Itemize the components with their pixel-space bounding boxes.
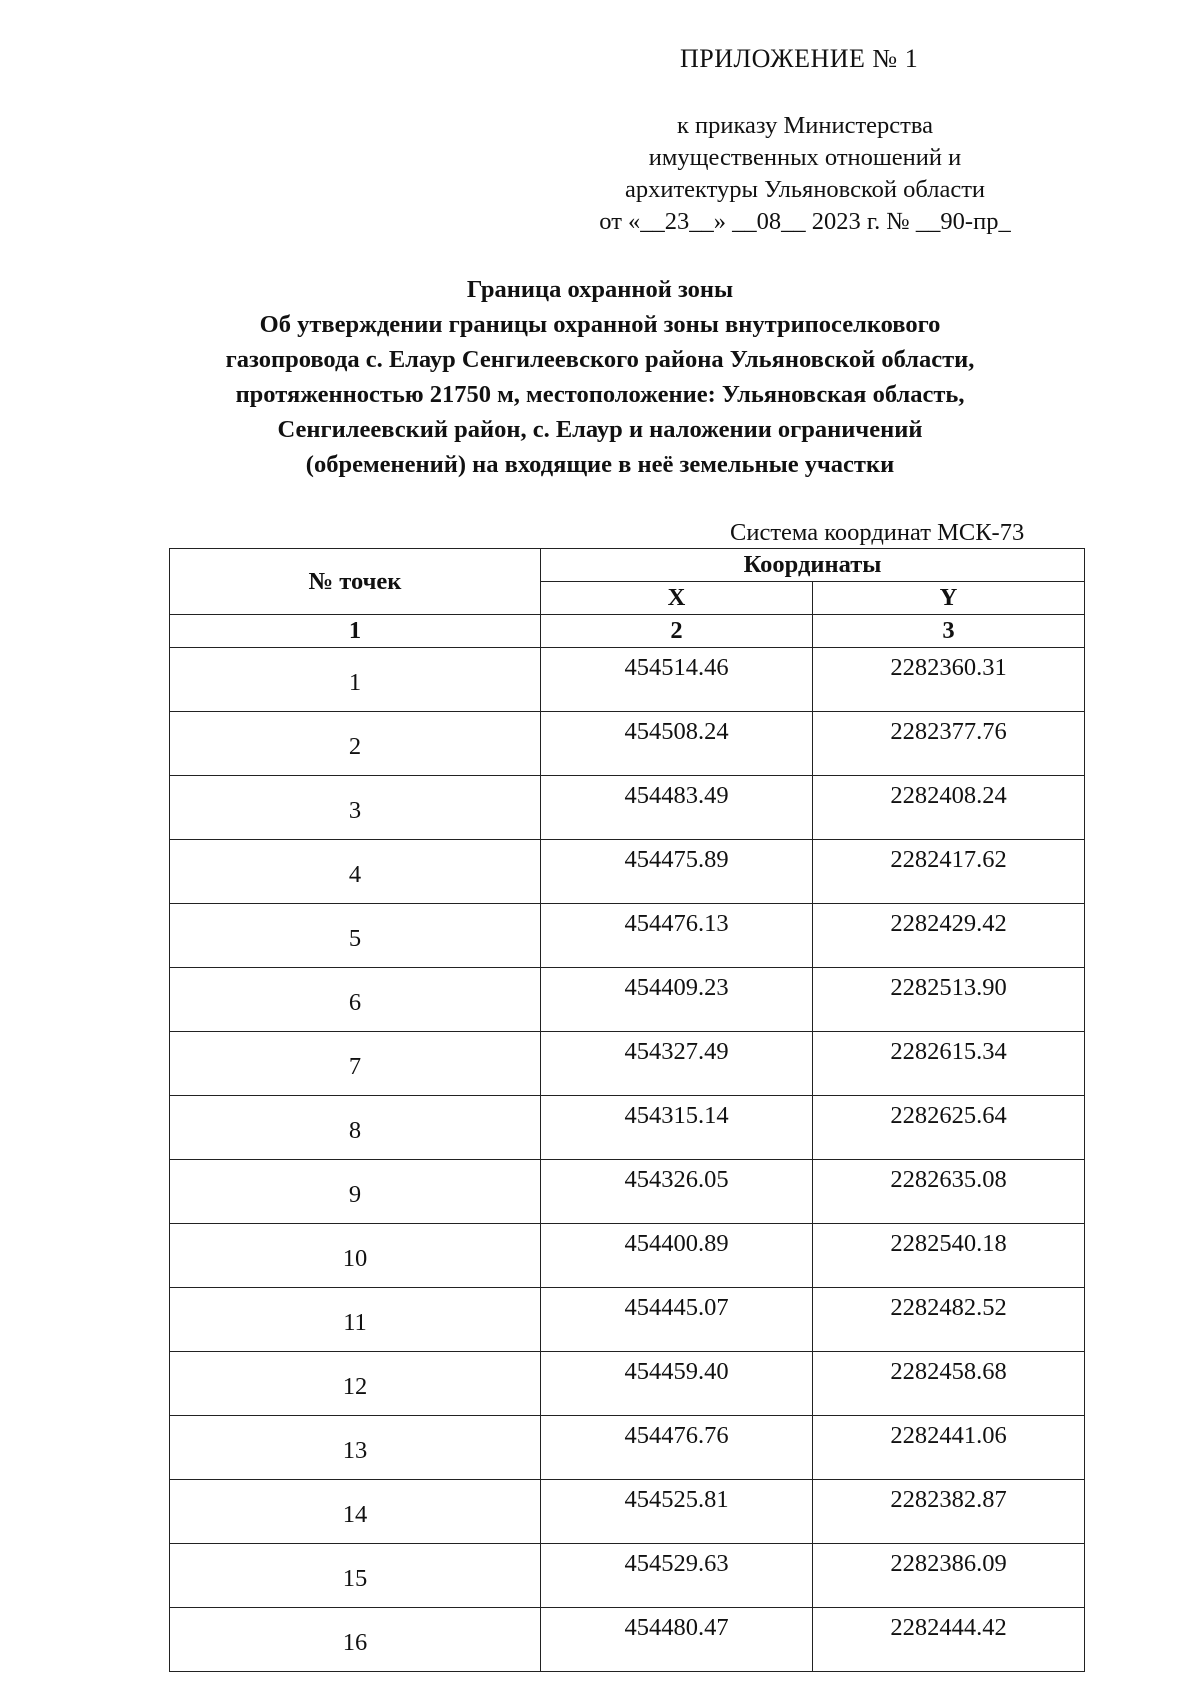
coordinates-header: Координаты [541,549,1085,582]
x-value: 454409.23 [541,968,813,1032]
table-row [170,1288,1085,1352]
y-value: 2282635.08 [813,1160,1085,1224]
order-date-number: от «__23__» __08__ 2023 г. № __90-пр_ [599,208,1011,235]
x-value: 454480.47 [541,1608,813,1672]
point-number: 6 [170,968,541,1032]
point-number: 8 [170,1096,541,1160]
y-value: 2282513.90 [813,968,1085,1032]
point-number: 15 [170,1544,541,1608]
y-value: 2282382.87 [813,1480,1085,1544]
table-row [170,1096,1085,1160]
table-row [170,1352,1085,1416]
point-number: 9 [170,1160,541,1224]
x-value: 454315.14 [541,1096,813,1160]
y-value: 2282615.34 [813,1032,1085,1096]
table-row [170,648,1085,712]
x-header: X [541,582,813,615]
point-number: 7 [170,1032,541,1096]
y-header: Y [813,582,1085,615]
table-row [170,904,1085,968]
point-number: 3 [170,776,541,840]
x-value: 454327.49 [541,1032,813,1096]
table-row [170,968,1085,1032]
point-number: 13 [170,1416,541,1480]
x-value: 454475.89 [541,840,813,904]
title-line: (обременений) на входящие в неё земельные участки [305,451,895,478]
x-value: 454508.24 [541,712,813,776]
y-value: 2282377.76 [813,712,1085,776]
column-number: 1 [170,615,541,648]
column-number: 3 [813,615,1085,648]
title-line: Сенгилеевский район, с. Елаур и наложении ограничений [277,416,923,443]
point-number: 16 [170,1608,541,1672]
document-title [150,272,1050,482]
x-value: 454529.63 [541,1544,813,1608]
point-number: 1 [170,648,541,712]
table-row [170,1032,1085,1096]
point-number: 11 [170,1288,541,1352]
title-line: Граница охранной зоны [466,276,734,303]
point-number: 4 [170,840,541,904]
x-value: 454476.13 [541,904,813,968]
x-value: 454476.76 [541,1416,813,1480]
y-value: 2282360.31 [813,648,1085,712]
order-line: имущественных отношений и [648,144,962,171]
x-value: 454525.81 [541,1480,813,1544]
y-value: 2282417.62 [813,840,1085,904]
title-line: газопровода с. Елаур Сенгилеевского района Ульяновской области, [225,346,975,373]
table-row [170,1544,1085,1608]
point-number: 12 [170,1352,541,1416]
y-value: 2282458.68 [813,1352,1085,1416]
y-value: 2282408.24 [813,776,1085,840]
y-value: 2282386.09 [813,1544,1085,1608]
table-row [170,1160,1085,1224]
y-value: 2282429.42 [813,904,1085,968]
y-value: 2282482.52 [813,1288,1085,1352]
table-row [170,1416,1085,1480]
y-value: 2282625.64 [813,1096,1085,1160]
table-row [170,840,1085,904]
table-row [170,1480,1085,1544]
x-value: 454326.05 [541,1160,813,1224]
table-row [170,776,1085,840]
table-body [170,648,1085,1672]
table-row [170,1224,1085,1288]
x-value: 454483.49 [541,776,813,840]
appendix-heading: ПРИЛОЖЕНИЕ № 1 [680,44,919,73]
point-number: 10 [170,1224,541,1288]
x-value: 454514.46 [541,648,813,712]
x-value: 454445.07 [541,1288,813,1352]
y-value: 2282540.18 [813,1224,1085,1288]
order-line: к приказу Министерства [677,112,933,139]
points-header: № точек [170,549,541,615]
order-reference [540,110,1070,238]
order-line: архитектуры Ульяновской области [624,176,986,203]
column-number: 2 [541,615,813,648]
point-number: 2 [170,712,541,776]
point-number: 14 [170,1480,541,1544]
point-number: 5 [170,904,541,968]
coordinates-table [169,548,1085,1672]
table-row [170,1608,1085,1672]
title-line: Об утверждении границы охранной зоны внутрипоселкового [259,311,941,338]
y-value: 2282441.06 [813,1416,1085,1480]
table-row [170,712,1085,776]
x-value: 454400.89 [541,1224,813,1288]
coordinate-system-label: Система координат МСК-73 [730,519,1025,546]
title-line: протяженностью 21750 м, местоположение: Ульяновская область, [235,381,965,408]
y-value: 2282444.42 [813,1608,1085,1672]
x-value: 454459.40 [541,1352,813,1416]
